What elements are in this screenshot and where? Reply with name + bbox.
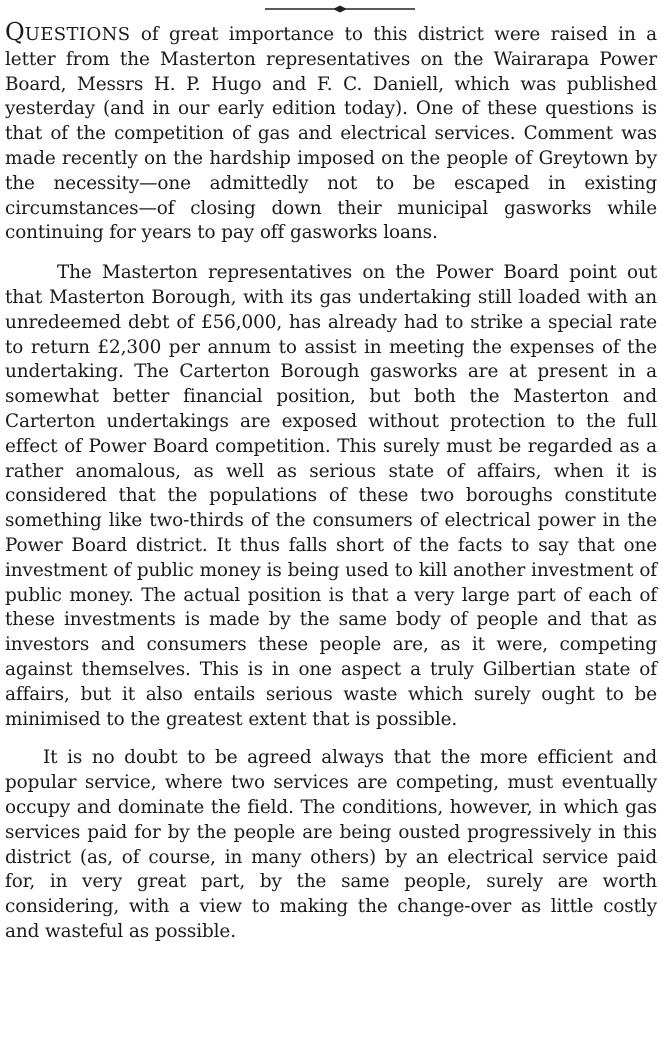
ornamental-rule [265,4,415,14]
paragraph-1 [5,20,657,246]
paragraph-3: It is no doubt to be agreed always that the more efficient and popular service, where two services are competing, must eventually occupy and dominate the field. The conditions, however, in which gas services paid for by the people are being ousted progressively in this district (as, of course, in many others) by an electrical service paid for, in very great part, by the same people, surely are worth considering, with a view to making the change-over as little costly and wasteful as possible. [5,747,657,942]
lead-capitals: UESTIONS [24,24,131,45]
editorial-article [5,20,657,945]
paragraph-2: The Masterton representatives on the Power Board point out that Masterton Borough, with its gas undertaking still loaded with an unredeemed debt of £56,000, has already had to strike a special rate to return £2,300 per annum to assist in meeting the expenses of the undertaking. The Carterton Borough gasworks are at present in a somewhat better financial position, but both the Masterton and Carterton undertakings are exposed without protection to the full effect of Power Board competition. This surely must be regarded as a rather anomalous, as well as serious state of affairs, when it is considered that the populations of these two boroughs constitute something like two-thirds of the consumers of electrical power in the Power Board district. It thus falls short of the facts to say that one investment of public money is being used to kill another investment of public money. The actual position is that a very large part of each of these investments is made by the same body of people and that as investors and consumers these people are, as it were, competing against themselves. This is in one aspect a truly Gilbertian state of affairs, but it also entails serious waste which surely ought to be minimised to the greatest extent that is possible. [5,262,657,730]
drop-cap-initial: Q [5,18,25,46]
paragraph-1-text: of great importance to this district were raised in a letter from the Masterton representatives on the Wairarapa Power Board, Messrs H. P. Hugo and F. C. Daniell, which was published yesterday (and in our early edition today). One of these questions is that of the competition of gas and electrical services. Comment was made recently on the hardship imposed on the people of Greytown by the necessity—one admittedly not to be escaped in existing circumstances—of closing down their municipal gasworks while continuing for years to pay off gasworks loans. [5,24,657,244]
